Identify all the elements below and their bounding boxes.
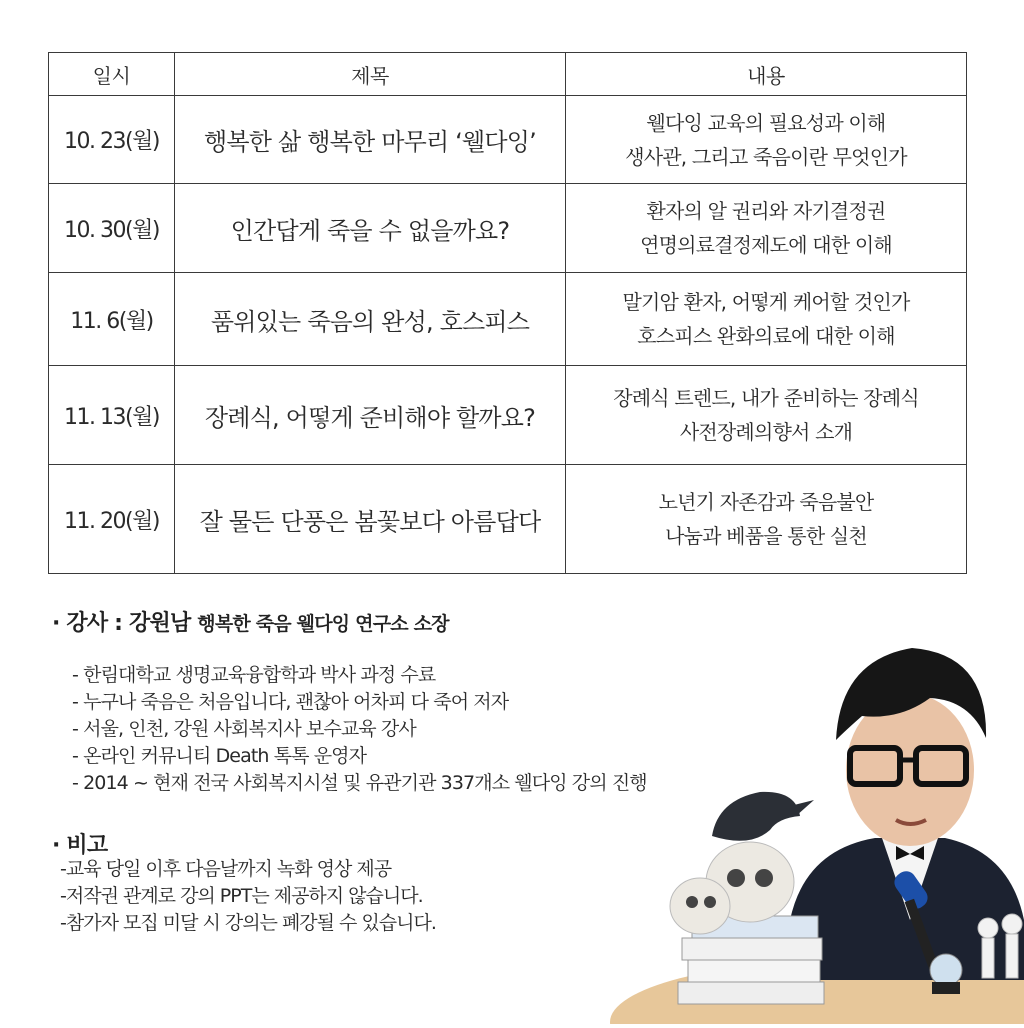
lecturer-heading	[52, 606, 449, 637]
list-item: - 온라인 커뮤니티 Death 톡톡 운영자	[72, 743, 647, 770]
list-item: - 2014 ~ 현재 전국 사회복지시설 및 유관기관 337개소 웰다잉 강의 진행	[72, 770, 647, 797]
session-date: 11. 13(월)	[49, 366, 175, 465]
table-row	[49, 96, 967, 184]
session-title: 장례식, 어떻게 준비해야 할까요?	[175, 366, 566, 465]
list-item: - 서울, 인천, 강원 사회복지사 보수교육 강사	[72, 716, 647, 743]
content-line: 웰다잉 교육의 필요성과 이해	[646, 110, 886, 135]
list-item: - 누구나 죽음은 처음입니다, 괜찮아 어차피 다 죽어 저자	[72, 689, 647, 716]
lecturer-position: 행복한 죽음 웰다잉 연구소 소장	[197, 613, 449, 635]
table-row	[49, 184, 967, 273]
notes-list	[60, 856, 436, 937]
book-icon	[682, 938, 822, 960]
header-title: 제목	[175, 53, 566, 96]
header-date: 일시	[49, 53, 175, 96]
table-row	[49, 366, 967, 465]
content-line: 노년기 자존감과 죽음불안	[658, 490, 874, 514]
session-content	[566, 96, 967, 184]
session-content	[566, 273, 967, 366]
table-row	[49, 273, 967, 366]
session-title: 품위있는 죽음의 완성, 호스피스	[175, 273, 566, 366]
skull-icon	[670, 878, 730, 934]
session-content	[566, 465, 967, 574]
lecturer-name: · 강사 : 강원남	[52, 611, 191, 636]
session-date: 11. 20(월)	[49, 465, 175, 574]
session-date: 10. 23(월)	[49, 96, 175, 184]
content-line: 사전장례의향서 소개	[679, 420, 853, 444]
notes-heading: · 비고	[52, 833, 108, 858]
list-item: - 참가자 모집 미달 시 강의는 폐강될 수 있습니다.	[60, 910, 436, 937]
lecturer-photo-illustration	[600, 620, 1024, 1024]
skeleton-figure-icon	[978, 918, 998, 938]
session-title: 잘 물든 단풍은 봄꽃보다 아름답다	[175, 465, 566, 574]
session-title: 행복한 삶 행복한 마무리 ‘웰다잉’	[175, 96, 566, 184]
content-line: 나눔과 베품을 통한 실천	[665, 524, 867, 548]
list-item: - 교육 당일 이후 다음날까지 녹화 영상 제공	[60, 856, 436, 883]
table-row	[49, 465, 967, 574]
lecturer-career-list	[72, 662, 647, 797]
header-content: 내용	[566, 53, 967, 96]
session-date: 10. 30(월)	[49, 184, 175, 273]
content-line: 연명의료결정제도에 대한 이해	[640, 233, 892, 257]
session-content	[566, 184, 967, 273]
session-content	[566, 366, 967, 465]
content-line: 호스피스 완화의료에 대한 이해	[637, 324, 895, 348]
schedule-table	[48, 52, 967, 574]
session-title: 인간답게 죽을 수 없을까요?	[175, 184, 566, 273]
book-icon	[678, 982, 824, 1004]
list-item: - 한림대학교 생명교육융합학과 박사 과정 수료	[72, 662, 647, 689]
content-line: 장례식 트렌드, 내가 준비하는 장례식	[613, 386, 919, 410]
book-icon	[688, 960, 820, 982]
skeleton-figure-icon	[1002, 914, 1022, 934]
table-header-row	[49, 53, 967, 96]
session-date: 11. 6(월)	[49, 273, 175, 366]
snow-globe-icon	[930, 954, 962, 986]
content-line: 말기암 환자, 어떻게 케어할 것인가	[622, 290, 910, 314]
content-line: 생사관, 그리고 죽음이란 무엇인가	[625, 144, 907, 169]
list-item: - 저작권 관계로 강의 PPT는 제공하지 않습니다.	[60, 883, 436, 910]
lecturer-photo	[600, 620, 1024, 1024]
crow-icon	[712, 792, 800, 841]
content-line: 환자의 알 권리와 자기결정권	[646, 199, 886, 223]
